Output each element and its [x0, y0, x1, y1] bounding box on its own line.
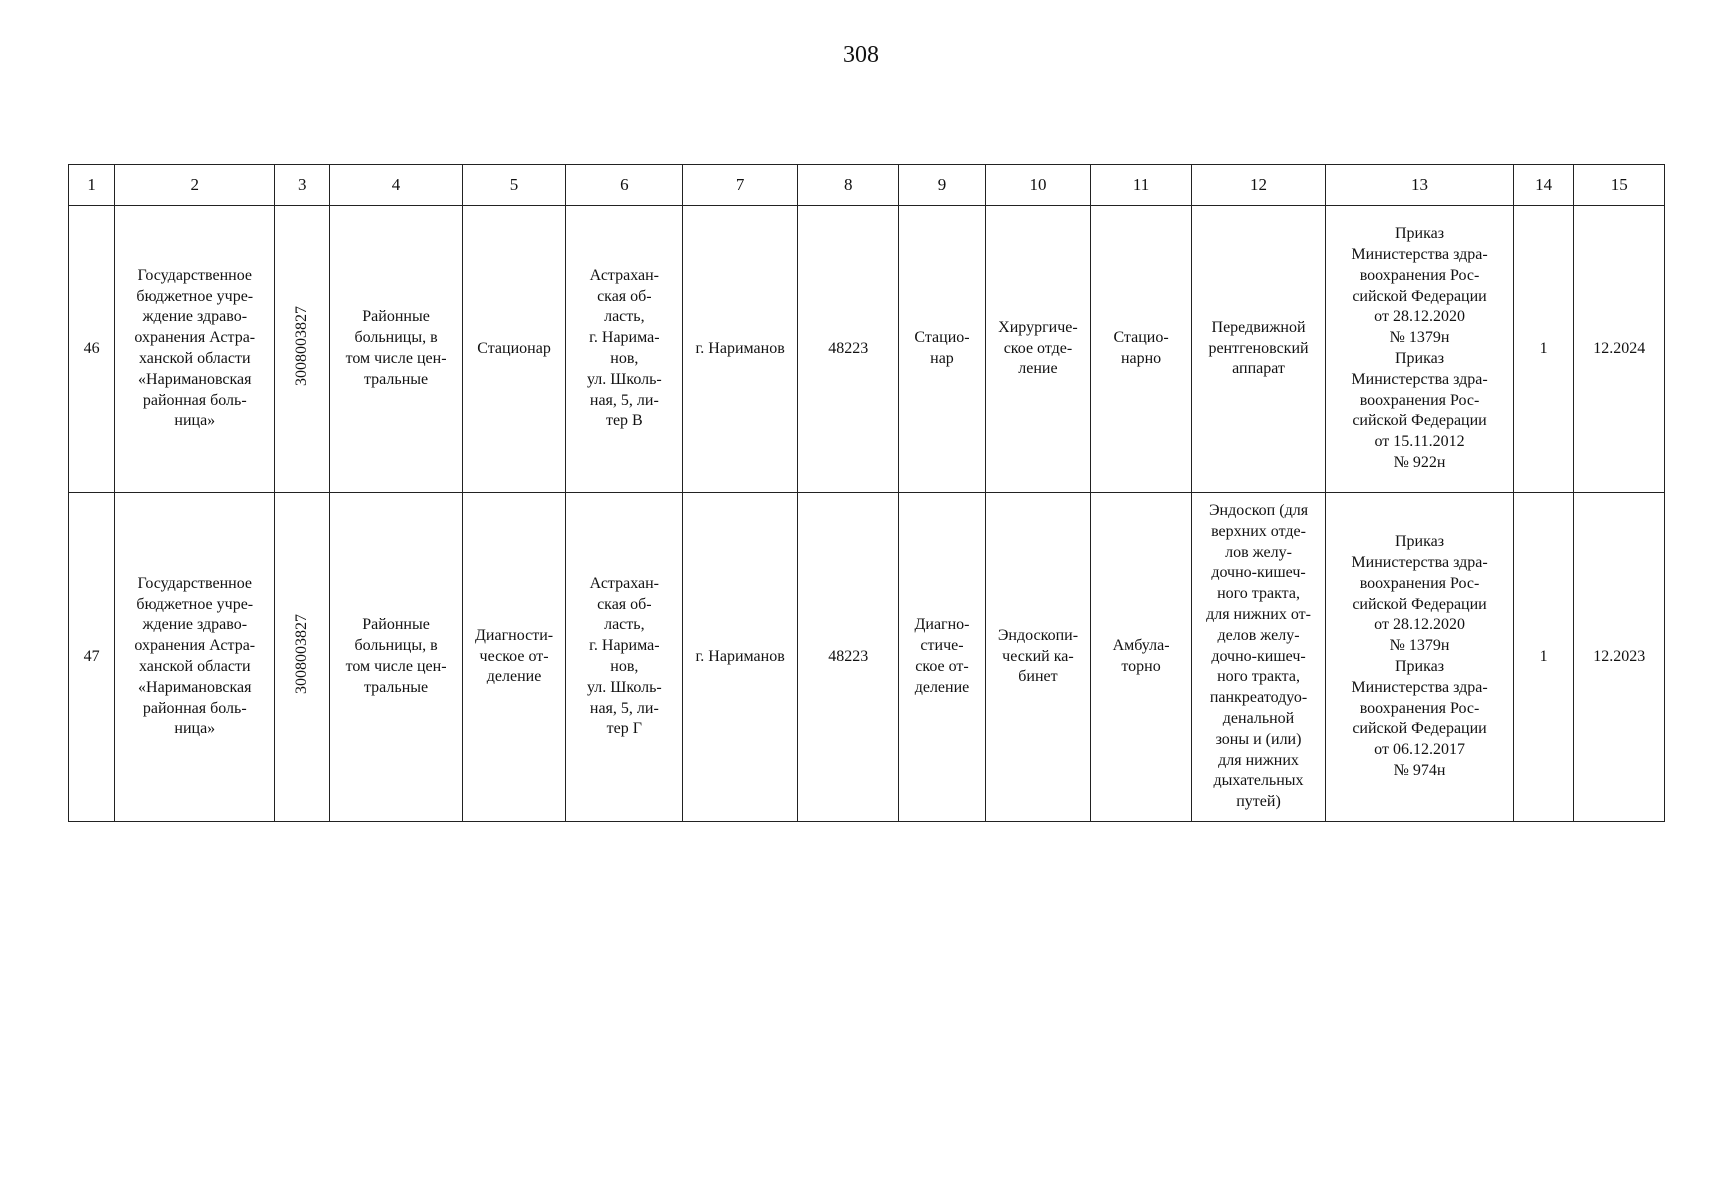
- hospital-type-cell: Районные больницы, в том числе цен- тральные: [330, 206, 462, 493]
- address-cell: Астрахан- ская об- ласть, г. Нарима- нов, ул. Школь- ная, 5, ли- тер Г: [566, 493, 683, 822]
- date-cell: 12.2023: [1574, 493, 1665, 822]
- care-mode-cell: Амбула- торно: [1091, 493, 1191, 822]
- header-cell: 9: [899, 165, 985, 206]
- table-row: [69, 206, 1665, 493]
- hospital-type-cell: Районные больницы, в том числе цен- тральные: [330, 493, 462, 822]
- unit-cell: Стационар: [462, 206, 566, 493]
- row-number-cell: 46: [69, 206, 115, 493]
- header-cell: 2: [115, 165, 275, 206]
- header-cell: 10: [985, 165, 1091, 206]
- department-cell: Хирургиче- ское отде- ление: [985, 206, 1091, 493]
- inn-cell: [275, 206, 330, 493]
- inn-text: 3008003827: [292, 305, 310, 386]
- inn-cell: [275, 493, 330, 822]
- header-cell: 4: [330, 165, 462, 206]
- header-cell: 14: [1513, 165, 1574, 206]
- code-cell: 48223: [798, 493, 899, 822]
- header-cell: 8: [798, 165, 899, 206]
- quantity-cell: 1: [1513, 493, 1574, 822]
- quantity-cell: 1: [1513, 206, 1574, 493]
- header-cell: 3: [275, 165, 330, 206]
- department-cell: Эндоскопи- ческий ка- бинет: [985, 493, 1091, 822]
- date-cell: 12.2024: [1574, 206, 1665, 493]
- division-cell: Стацио- нар: [899, 206, 985, 493]
- institution-cell: Государственное бюджетное учре- ждение здраво- охранения Астра- ханской области «Наримановская районная боль- ница»: [115, 206, 275, 493]
- header-cell: 5: [462, 165, 566, 206]
- unit-cell: Диагности- ческое от- деление: [462, 493, 566, 822]
- row-number-cell: 47: [69, 493, 115, 822]
- header-cell: 6: [566, 165, 683, 206]
- table-header-row: [69, 165, 1665, 206]
- inn-text: 3008003827: [292, 613, 310, 694]
- city-cell: г. Нариманов: [683, 206, 798, 493]
- equipment-table: [68, 164, 1665, 822]
- order-cell: Приказ Министерства здра- воохранения Рос- сийской Федерации от 28.12.2020 № 1379н Приказ Министерства здра- воохранения Рос- сийской Федерации от 15.11.2012 № 922н: [1326, 206, 1514, 493]
- division-cell: Диагно- стиче- ское от- деление: [899, 493, 985, 822]
- header-cell: 11: [1091, 165, 1191, 206]
- header-cell: 15: [1574, 165, 1665, 206]
- table-row: [69, 493, 1665, 822]
- institution-cell: Государственное бюджетное учре- ждение здраво- охранения Астра- ханской области «Наримановская районная боль- ница»: [115, 493, 275, 822]
- header-cell: 13: [1326, 165, 1514, 206]
- code-cell: 48223: [798, 206, 899, 493]
- city-cell: г. Нариманов: [683, 493, 798, 822]
- address-cell: Астрахан- ская об- ласть, г. Нарима- нов, ул. Школь- ная, 5, ли- тер В: [566, 206, 683, 493]
- equipment-cell: Передвижной рентгеновский аппарат: [1191, 206, 1326, 493]
- equipment-cell: Эндоскоп (для верхних отде- лов желу- дочно-кишеч- ного тракта, для нижних от- делов желу- дочно-кишеч- ного тракта, панкреатодуо- денальной зоны и (или) для нижних дыхательных путей): [1191, 493, 1326, 822]
- page-number: 308: [843, 42, 879, 68]
- header-cell: 12: [1191, 165, 1326, 206]
- order-cell: Приказ Министерства здра- воохранения Рос- сийской Федерации от 28.12.2020 № 1379н Приказ Министерства здра- воохранения Рос- сийской Федерации от 06.12.2017 № 974н: [1326, 493, 1514, 822]
- care-mode-cell: Стацио- нарно: [1091, 206, 1191, 493]
- header-cell: 1: [69, 165, 115, 206]
- header-cell: 7: [683, 165, 798, 206]
